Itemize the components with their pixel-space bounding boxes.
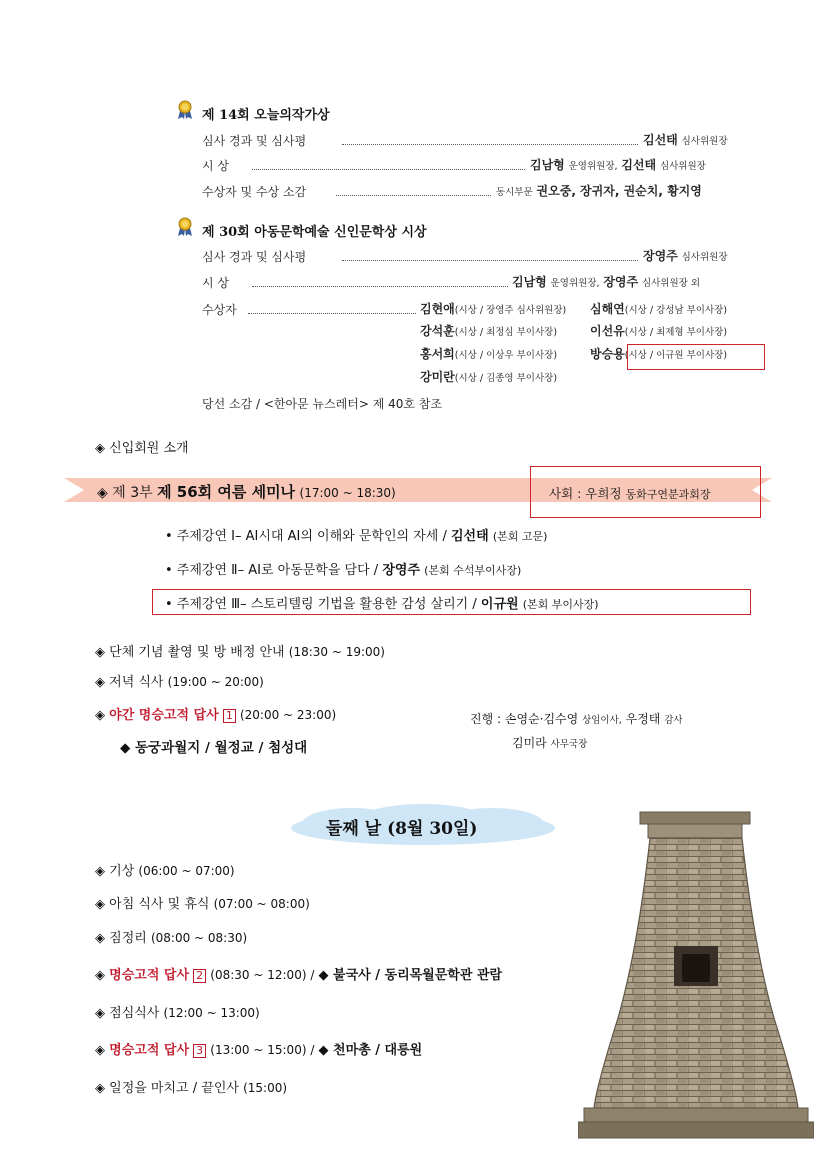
award14-ceremony-name1: 김남형 bbox=[530, 158, 565, 172]
leader-dots bbox=[342, 144, 638, 145]
seminar-title: 제 56회 여름 세미나 bbox=[157, 483, 296, 501]
award30-ceremony-label: 시 상 bbox=[202, 276, 229, 290]
award30-ceremony-role2: 심사위원장 외 bbox=[641, 278, 701, 289]
winner-item: 강석훈(시상 / 최정심 부이사장) bbox=[420, 324, 558, 338]
night-tour: ◈ 야간 명승고적 답사 1 (20:00 ~ 23:00) bbox=[95, 708, 337, 723]
guide-label: 진행 : 손영순·김수영 bbox=[470, 712, 579, 726]
tour-number-badge: 1 bbox=[223, 709, 236, 723]
award14-winners-label: 수상자 및 수상 소감 bbox=[202, 185, 307, 199]
medal-icon bbox=[176, 217, 194, 237]
leader-dots bbox=[248, 313, 416, 314]
award14-prefix: 동시부문 bbox=[496, 187, 533, 198]
award30-review-role: 심사위원장 bbox=[681, 252, 728, 263]
award14-review-name: 김선태 bbox=[643, 133, 678, 147]
tour2-item: ◈ 명승고적 답사 2 (08:30 ~ 12:00) / ◆ 불국사 / 동리목월문학관 관람 bbox=[95, 968, 503, 983]
day2-banner: 둘째 날 (8월 30일) bbox=[326, 819, 478, 839]
award30-title: 제 30회 아동문학예술 신인문학상 시상 bbox=[202, 225, 427, 240]
award14-ceremony-name2: 김선태 bbox=[621, 158, 657, 172]
winner-item: 강미란(시상 / 김종영 부이사장) bbox=[420, 370, 558, 384]
award30-winners-label: 수상자 bbox=[202, 303, 237, 317]
award14-review-role: 심사위원장 bbox=[681, 136, 728, 147]
award14-ceremony-role1: 운영위원장, bbox=[568, 161, 618, 172]
medal-icon bbox=[176, 100, 194, 120]
leader-dots bbox=[342, 260, 638, 261]
award30-ceremony-role1: 운영위원장, bbox=[550, 278, 600, 289]
award14-review-label: 심사 경과 및 심사평 bbox=[202, 134, 307, 148]
award30-review-label: 심사 경과 및 심사평 bbox=[202, 250, 307, 264]
seminar-prefix: ◈ 제 3부 bbox=[97, 485, 153, 501]
award30-review-name: 장영주 bbox=[643, 249, 678, 263]
talk-item: • 주제강연 Ⅰ– AI시대 AI의 이해와 문학인의 자세 / 김선태 (본회 고문) bbox=[165, 529, 548, 544]
group-photo: ◈ 단체 기념 촬영 및 방 배정 안내 (18:30 ~ 19:00) bbox=[95, 645, 385, 660]
leader-dots bbox=[252, 169, 525, 170]
highlight-box bbox=[627, 344, 765, 370]
winner-item: 이선유(시상 / 최제형 부이사장) bbox=[590, 324, 728, 338]
dinner: ◈ 저녁 식사 (19:00 ~ 20:00) bbox=[95, 675, 264, 690]
award30-ceremony-name2: 장영주 bbox=[603, 275, 639, 289]
cheomseongdae-image bbox=[578, 808, 814, 1140]
award14-title: 제 14회 오늘의작가상 bbox=[202, 108, 330, 123]
schedule-item: ◈ 점심식사 (12:00 ~ 13:00) bbox=[95, 1006, 260, 1021]
schedule-item: ◈ 기상 (06:00 ~ 07:00) bbox=[95, 864, 235, 879]
talk-item: • 주제강연 Ⅲ– 스토리텔링 기법을 활용한 감성 살리기 / 이규원 (본회 부이사장) bbox=[165, 597, 599, 612]
night-tour-places: ◆ 동궁과월지 / 월정교 / 첨성대 bbox=[120, 740, 308, 756]
award30-ceremony-name1: 김남형 bbox=[512, 275, 547, 289]
award30-footnote: 당선 소감 / <한아문 뉴스레터> 제 40호 참조 bbox=[202, 397, 443, 411]
winner-item: 방승용(시상 / 이규원 부이사장) bbox=[590, 347, 728, 361]
seminar-time: (17:00 ~ 18:30) bbox=[299, 486, 396, 500]
tour3-item: ◈ 명승고적 답사 3 (13:00 ~ 15:00) / ◆ 천마총 / 대릉원 bbox=[95, 1043, 423, 1058]
award14-ceremony-role2: 심사위원장 bbox=[659, 161, 706, 172]
winner-item: 홍서희(시상 / 이상우 부이사장) bbox=[420, 347, 558, 361]
award14-winner-names: 권오중, 장귀자, 권순치, 황지영 bbox=[536, 184, 702, 198]
seminar-host: 사회 : 우희정 bbox=[549, 486, 622, 501]
winner-item: 김현애(시상 / 장영주 심사위원장) bbox=[420, 302, 567, 316]
seminar-host-role: 동화구연분과회장 bbox=[625, 488, 711, 501]
award14-ceremony-label: 시 상 bbox=[202, 159, 229, 173]
schedule-item: ◈ 일정을 마치고 / 끝인사 (15:00) bbox=[95, 1081, 288, 1096]
schedule-item: ◈ 짐정리 (08:00 ~ 08:30) bbox=[95, 931, 248, 946]
tour-number-badge: 3 bbox=[193, 1044, 206, 1058]
schedule-item: ◈ 아침 식사 및 휴식 (07:00 ~ 08:00) bbox=[95, 897, 310, 912]
leader-dots bbox=[336, 195, 491, 196]
tour-number-badge: 2 bbox=[193, 969, 206, 983]
talk-item: • 주제강연 Ⅱ– AI로 아동문학을 담다 / 장영주 (본회 수석부이사장) bbox=[165, 563, 522, 578]
leader-dots bbox=[252, 286, 508, 287]
new-members: ◈ 신입회원 소개 bbox=[95, 441, 189, 456]
winner-item: 심해연(시상 / 강성남 부이사장) bbox=[590, 302, 728, 316]
